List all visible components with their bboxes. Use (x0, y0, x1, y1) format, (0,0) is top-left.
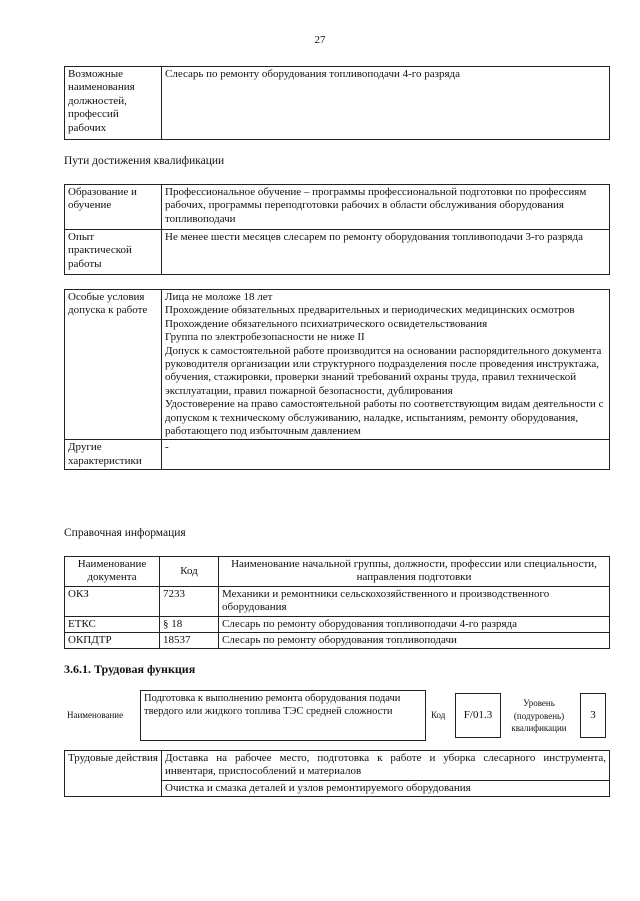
other-characteristics-label: Другие характеристики (65, 440, 162, 470)
admission-table (64, 289, 610, 470)
reference-cell: Механики и ремонтники сельскохозяйственного и производственного оборудования (219, 586, 610, 616)
experience-value: Не менее шести месяцев слесарем по ремонту оборудования топливоподачи 3-го разряда (162, 230, 610, 275)
reference-header-document: Наименование документа (65, 557, 160, 587)
possible-names-table (64, 66, 610, 140)
possible-names-label: Возможные наименования должностей, профессий рабочих (65, 67, 162, 140)
reference-heading: Справочная информация (64, 527, 186, 539)
reference-cell: § 18 (160, 616, 219, 632)
labor-action-item: Очистка и смазка деталей и узлов ремонтируемого оборудования (162, 780, 610, 796)
reference-cell: ЕТКС (65, 616, 160, 632)
reference-cell: ОКПДТР (65, 633, 160, 649)
reference-cell: 18537 (160, 633, 219, 649)
labor-function-level-label: Уровень (подуровень) квалификации (511, 698, 567, 734)
labor-actions-label: Трудовые действия (65, 751, 162, 797)
other-characteristics-value: - (162, 440, 610, 470)
reference-cell: 7233 (160, 586, 219, 616)
page-number: 27 (314, 34, 326, 46)
labor-action-item: Доставка на рабочее место, подготовка к работе и уборка слесарного инструмента, инвентаря, приспособлений и материалов (162, 751, 610, 781)
admission-item: Группа по электробезопасности не ниже II (165, 331, 365, 344)
education-label: Образование и обучение (65, 185, 162, 230)
labor-function-code-value: F/01.3 (455, 693, 501, 738)
reference-cell: Слесарь по ремонту оборудования топливоподачи (219, 633, 610, 649)
reference-header-code: Код (160, 557, 219, 587)
admission-item: Удостоверение на право самостоятельной работы по соответствующим видам деятельности с допуском к техническому обслуживанию, наладке, испытаниям, ремонту оборудования, работающего под избыточным давлением (165, 398, 604, 438)
table-row (65, 616, 610, 632)
reference-header-name: Наименование начальной группы, должности, профессии или специальности, направления подготовки (219, 557, 610, 587)
qualification-paths-heading: Пути достижения квалификации (64, 155, 225, 167)
admission-item: Прохождение обязательных предварительных и периодических медицинских осмотров (165, 304, 575, 317)
admission-item: Допуск к самостоятельной работе производится на основании распорядительного документа руководителя организации или структурного подразделения после проведения инструктажа, обучения, стажировки, проверки знаний требований охраны труда, правил технической эксплуатации, правил пожарной безопасности, дублирования (165, 344, 602, 397)
reference-cell: ОКЗ (65, 586, 160, 616)
labor-function-name-value: Подготовка к выполнению ремонта оборудования подачи твердого или жидкого топлива ТЭС средней сложности (140, 690, 426, 741)
admission-label: Особые условия допуска к работе (65, 290, 162, 440)
labor-function-level-value: 3 (580, 693, 606, 738)
experience-label: Опыт практической работы (65, 230, 162, 275)
admission-item: Прохождение обязательного психиатрического освидетельствования (165, 317, 488, 330)
labor-function-name-label: Наименование (67, 710, 124, 720)
table-row (65, 586, 610, 616)
table-row (65, 633, 610, 649)
qualification-paths-table (64, 184, 610, 275)
possible-names-value: Слесарь по ремонту оборудования топливоподачи 4-го разряда (162, 67, 610, 140)
admission-item: Лица не моложе 18 лет (165, 291, 273, 303)
reference-cell: Слесарь по ремонту оборудования топливоподачи 4-го разряда (219, 616, 610, 632)
reference-table (64, 556, 610, 649)
education-value: Профессиональное обучение – программы профессиональной подготовки по профессиям рабочих, программы переподготовки рабочих в области обслуживания оборудования топливоподачи (162, 185, 610, 230)
labor-function-code-label: Код (431, 710, 446, 720)
labor-function-heading: 3.6.1. Трудовая функция (64, 662, 196, 676)
admission-items (162, 290, 610, 440)
labor-actions-table (64, 750, 610, 797)
